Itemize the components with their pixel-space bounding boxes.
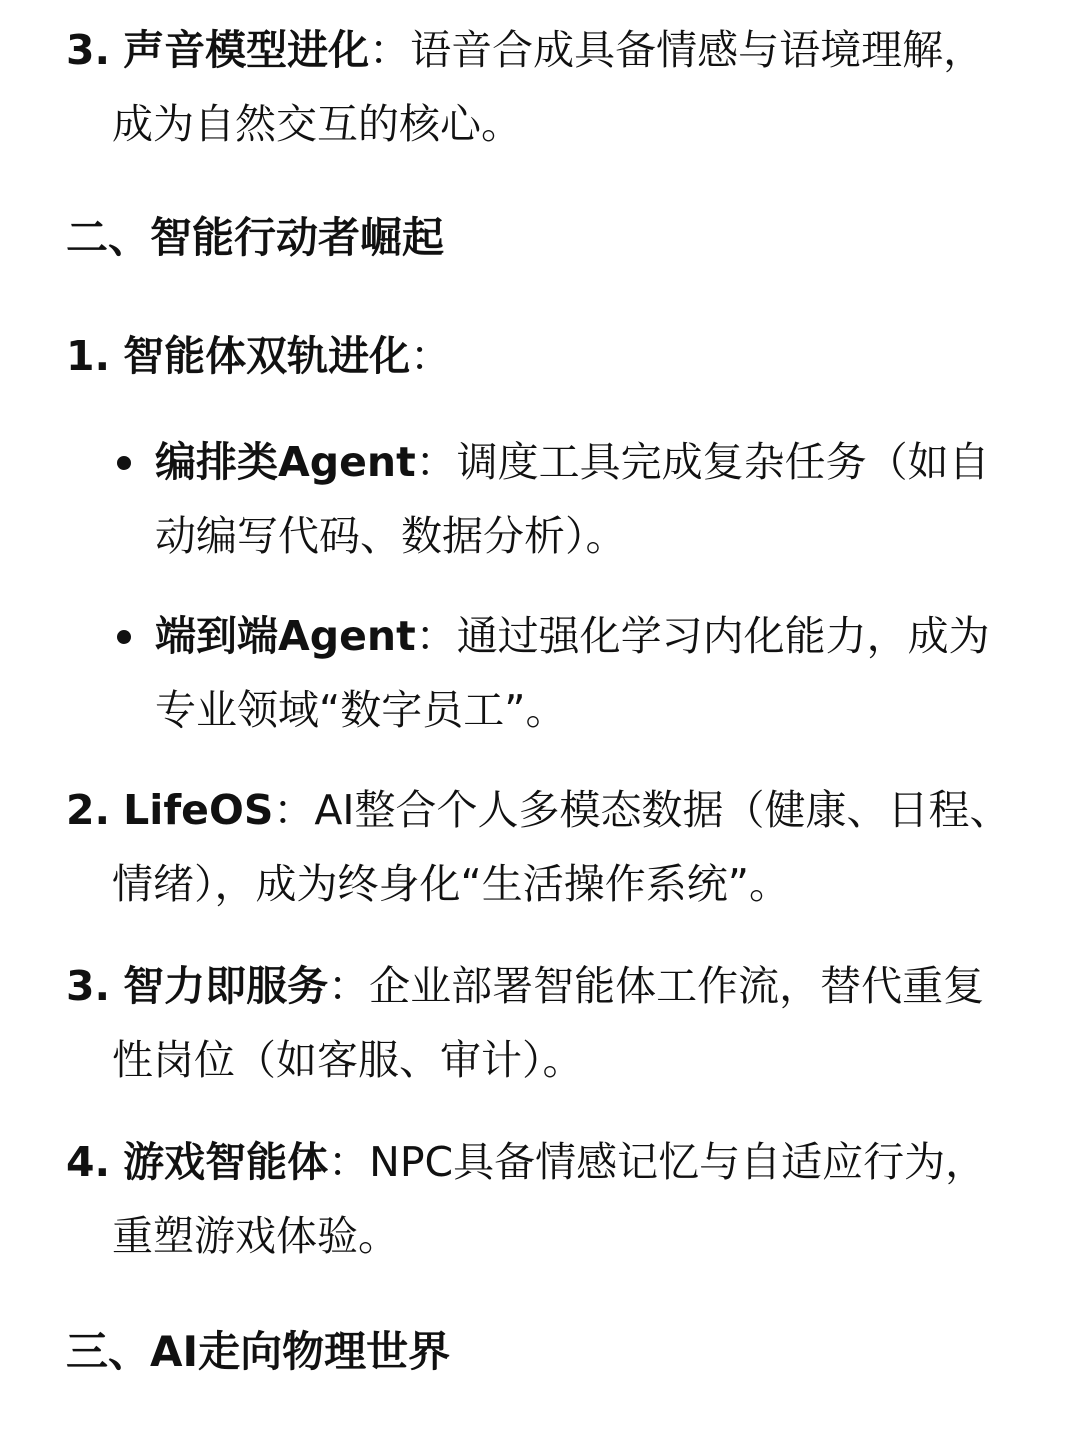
item-title: 游戏智能体 [123, 1138, 329, 1186]
section-heading-3: 三、AI走向物理世界 [66, 1327, 451, 1376]
list-item-agents [66, 326, 451, 386]
item-title: 声音模型进化 [123, 26, 370, 74]
item-title: LifeOS [123, 786, 274, 834]
item-text: AI整合个人多模态数据（健康、日程、 [314, 786, 1011, 834]
list-number: 4. [66, 1138, 111, 1186]
bullet-item-orchestration [155, 432, 990, 492]
list-item-intelligence-service [66, 956, 984, 1016]
bullet-item-orchestration-cont [155, 506, 627, 566]
list-number: 1. [66, 332, 111, 380]
item-text: 重塑游戏体验。 [112, 1212, 399, 1260]
list-item-lifeos-cont [112, 854, 790, 914]
item-title: 智能体双轨进化 [123, 332, 411, 380]
list-number: 3. [66, 962, 111, 1010]
list-item-intelligence-service-cont [112, 1030, 584, 1090]
bullet-item-end-to-end-cont [155, 680, 566, 740]
bullet-text: 专业领域“数字员工”。 [155, 686, 567, 734]
list-number: 3. [66, 26, 111, 74]
bullet-dot-icon [117, 456, 131, 470]
item-title: 智力即服务 [123, 962, 329, 1010]
bullet-title: 编排类Agent [155, 438, 416, 486]
list-item-game-agents-cont [112, 1206, 399, 1266]
list-item-voice-model [66, 20, 984, 80]
item-text: 语音合成具备情感与语境理解， [410, 26, 985, 74]
list-item-game-agents [66, 1132, 986, 1192]
item-text: 性岗位（如客服、审计）。 [112, 1036, 584, 1084]
bullet-text: 通过强化学习内化能力，成为 [456, 612, 990, 660]
item-text: 成为自然交互的核心。 [112, 100, 522, 148]
list-item-voice-model-cont [112, 94, 522, 154]
bullet-text: 动编写代码、数据分析）。 [155, 512, 627, 560]
item-colon: ： [328, 962, 370, 1010]
bullet-dot-icon [117, 630, 131, 644]
bullet-colon: ： [415, 438, 457, 486]
section-heading-2: 二、智能行动者崛起 [66, 213, 445, 262]
item-colon: ： [369, 26, 411, 74]
item-text: 情绪），成为终身化“生活操作系统”。 [112, 860, 790, 908]
item-colon: ： [328, 1138, 370, 1186]
bullet-item-end-to-end [155, 606, 990, 666]
list-number: 2. [66, 786, 111, 834]
item-colon: ： [410, 332, 452, 380]
item-text: NPC具备情感记忆与自适应行为， [369, 1138, 987, 1186]
item-text: 企业部署智能体工作流，替代重复 [369, 962, 985, 1010]
bullet-text: 调度工具完成复杂任务（如自 [456, 438, 990, 486]
item-colon: ： [273, 786, 315, 834]
list-item-lifeos [66, 780, 1011, 840]
bullet-title: 端到端Agent [155, 612, 416, 660]
bullet-colon: ： [415, 612, 457, 660]
